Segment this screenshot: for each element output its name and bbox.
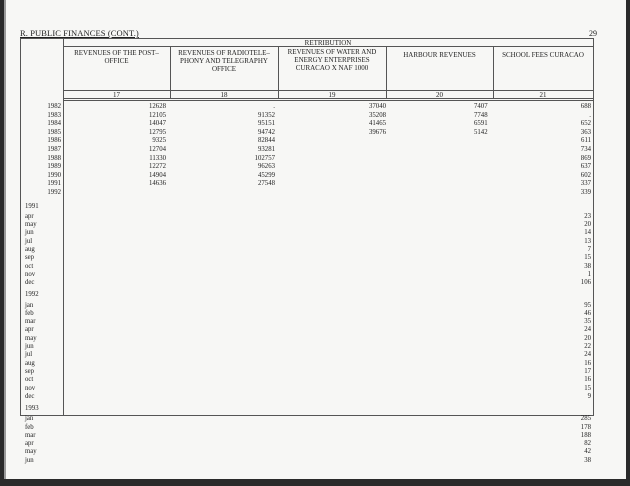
group-header: RETRIBUTION [304,39,352,47]
month-label: oct [25,376,34,384]
cell-c18: 82844 [258,137,275,145]
cell-c17: 12105 [149,111,166,119]
retribution-table [20,38,594,464]
group-year: 1993 [25,405,39,413]
page-number: 29 [589,29,597,38]
month-label: sep [25,254,35,262]
cell-c21: 35 [584,318,591,326]
row-year: 1989 [47,163,61,171]
cell-c17: 12628 [149,103,166,110]
cell-c21: 106 [580,279,591,287]
cell-c21: 602 [580,171,591,179]
cell-c21: 46 [584,309,591,317]
month-label: apr [25,212,34,220]
document-page [4,0,626,479]
group-year: 1991 [25,202,39,210]
cell-c18: 102757 [254,154,275,162]
cell-c18: 93281 [258,146,275,153]
month-label: may [25,334,37,342]
month-label: mar [25,431,36,439]
column-header: REVENUES OF RADIOTELE– PHONY AND TELEGRAPHY OFFICE [178,49,270,74]
row-year: 1987 [47,146,61,153]
month-label: jan [25,415,34,423]
month-label: jun [25,343,34,350]
month-label: may [25,448,37,456]
cell-c21: 38 [584,262,591,270]
month-label: nov [25,384,36,392]
cell-c21: 20 [584,221,591,228]
column-header: SCHOOL FEES CURACAO [502,51,584,59]
row-year: 1984 [47,120,61,128]
cell-c19: 41465 [369,120,386,128]
cell-c21: 285 [580,415,591,423]
cell-c21: 637 [580,163,591,171]
column-number: 21 [539,91,547,99]
row-year: 1992 [47,189,61,196]
month-label: nov [25,270,36,278]
row-year: 1990 [47,171,61,179]
cell-c21: 9 [587,392,591,400]
month-label: may [25,221,37,228]
page-title: R. PUBLIC FINANCES (CONT.) [20,28,139,38]
cell-c18: 45299 [258,171,275,179]
cell-c18: 96263 [258,163,275,171]
month-label: feb [25,423,34,431]
cell-c21: 363 [580,128,591,136]
column-number: 20 [436,91,443,99]
cell-c17: 11330 [149,154,166,162]
row-year: 1988 [47,154,61,162]
row-year: 1991 [47,180,61,188]
cell-c17: 12272 [149,163,166,171]
cell-c21: 611 [581,137,591,145]
cell-c20: 5142 [474,128,488,136]
column-header: REVENUES OF WATER AND ENERGY ENTERPRISES CURACAO X NAF 1000 [287,48,377,73]
column-header: HARBOUR REVENUES [403,51,476,59]
cell-c19: 35208 [369,111,386,119]
cell-c17: 9325 [152,137,166,145]
cell-c21: 23 [584,212,591,220]
cell-c18: 95151 [258,120,275,128]
month-label: apr [25,440,34,448]
cell-c21: 869 [580,154,591,162]
month-label: jun [25,456,34,464]
month-label: apr [25,326,34,334]
month-label: jan [25,301,34,309]
month-label: aug [25,359,35,367]
cell-c21: . [589,111,591,119]
cell-c17: 14904 [149,171,166,179]
row-year: 1986 [47,137,61,145]
row-year: 1983 [47,111,61,119]
cell-c21: 339 [580,189,591,196]
cell-c21: 688 [580,103,591,110]
cell-c21: 178 [580,423,591,431]
cell-c17: 14636 [149,180,166,188]
cell-c20: 7748 [474,111,488,119]
divider [63,100,593,101]
cell-c21: 1 [587,270,591,278]
cell-c19: 39676 [369,128,386,136]
column-number: 19 [328,91,336,99]
month-label: jul [25,237,33,245]
cell-c21: 42 [584,448,591,456]
cell-c18: 91352 [258,111,275,119]
cell-c18: 27548 [258,180,275,188]
cell-c21: 652 [580,120,591,128]
divider [63,46,593,47]
cell-c21: 7 [587,245,591,253]
cell-c21: 14 [584,229,591,237]
month-label: mar [25,318,36,326]
row-year: 1985 [47,128,61,136]
cell-c21: 24 [584,326,591,334]
cell-c19: 37040 [369,103,386,110]
cell-c21: 38 [584,456,591,464]
cell-c21: 17 [584,367,591,375]
month-label: sep [25,367,35,375]
month-label: jul [25,351,33,359]
cell-c21: 15 [584,384,591,392]
cell-c21: 16 [584,359,591,367]
cell-c21: 337 [580,180,591,188]
cell-c21: 95 [584,301,591,309]
cell-c21: 82 [584,440,591,448]
cell-c20: 6591 [474,120,488,128]
cell-c17: 14047 [149,120,166,128]
cell-c21: 13 [584,237,591,245]
cell-c21: 16 [584,376,591,384]
cell-c17: 12795 [149,128,166,136]
cell-c21: 734 [580,146,591,153]
cell-c20: 7407 [474,103,488,110]
month-label: dec [25,279,35,287]
cell-c21: 24 [584,351,591,359]
cell-c18: . [273,103,275,110]
month-label: oct [25,262,34,270]
cell-c18: 94742 [258,128,275,136]
month-label: aug [25,245,35,253]
cell-c21: 22 [584,343,591,350]
cell-c21: 20 [584,334,591,342]
month-label: jun [25,229,34,237]
cell-c21: 188 [580,431,591,439]
column-header: REVENUES OF THE POST– OFFICE [74,49,159,66]
cell-c17: 12704 [149,146,166,153]
month-label: feb [25,309,34,317]
group-year: 1992 [25,291,39,299]
month-label: dec [25,392,35,400]
row-year: 1982 [47,103,61,110]
column-number: 17 [113,91,120,99]
column-number: 18 [220,91,228,99]
cell-c21: 15 [584,254,591,262]
